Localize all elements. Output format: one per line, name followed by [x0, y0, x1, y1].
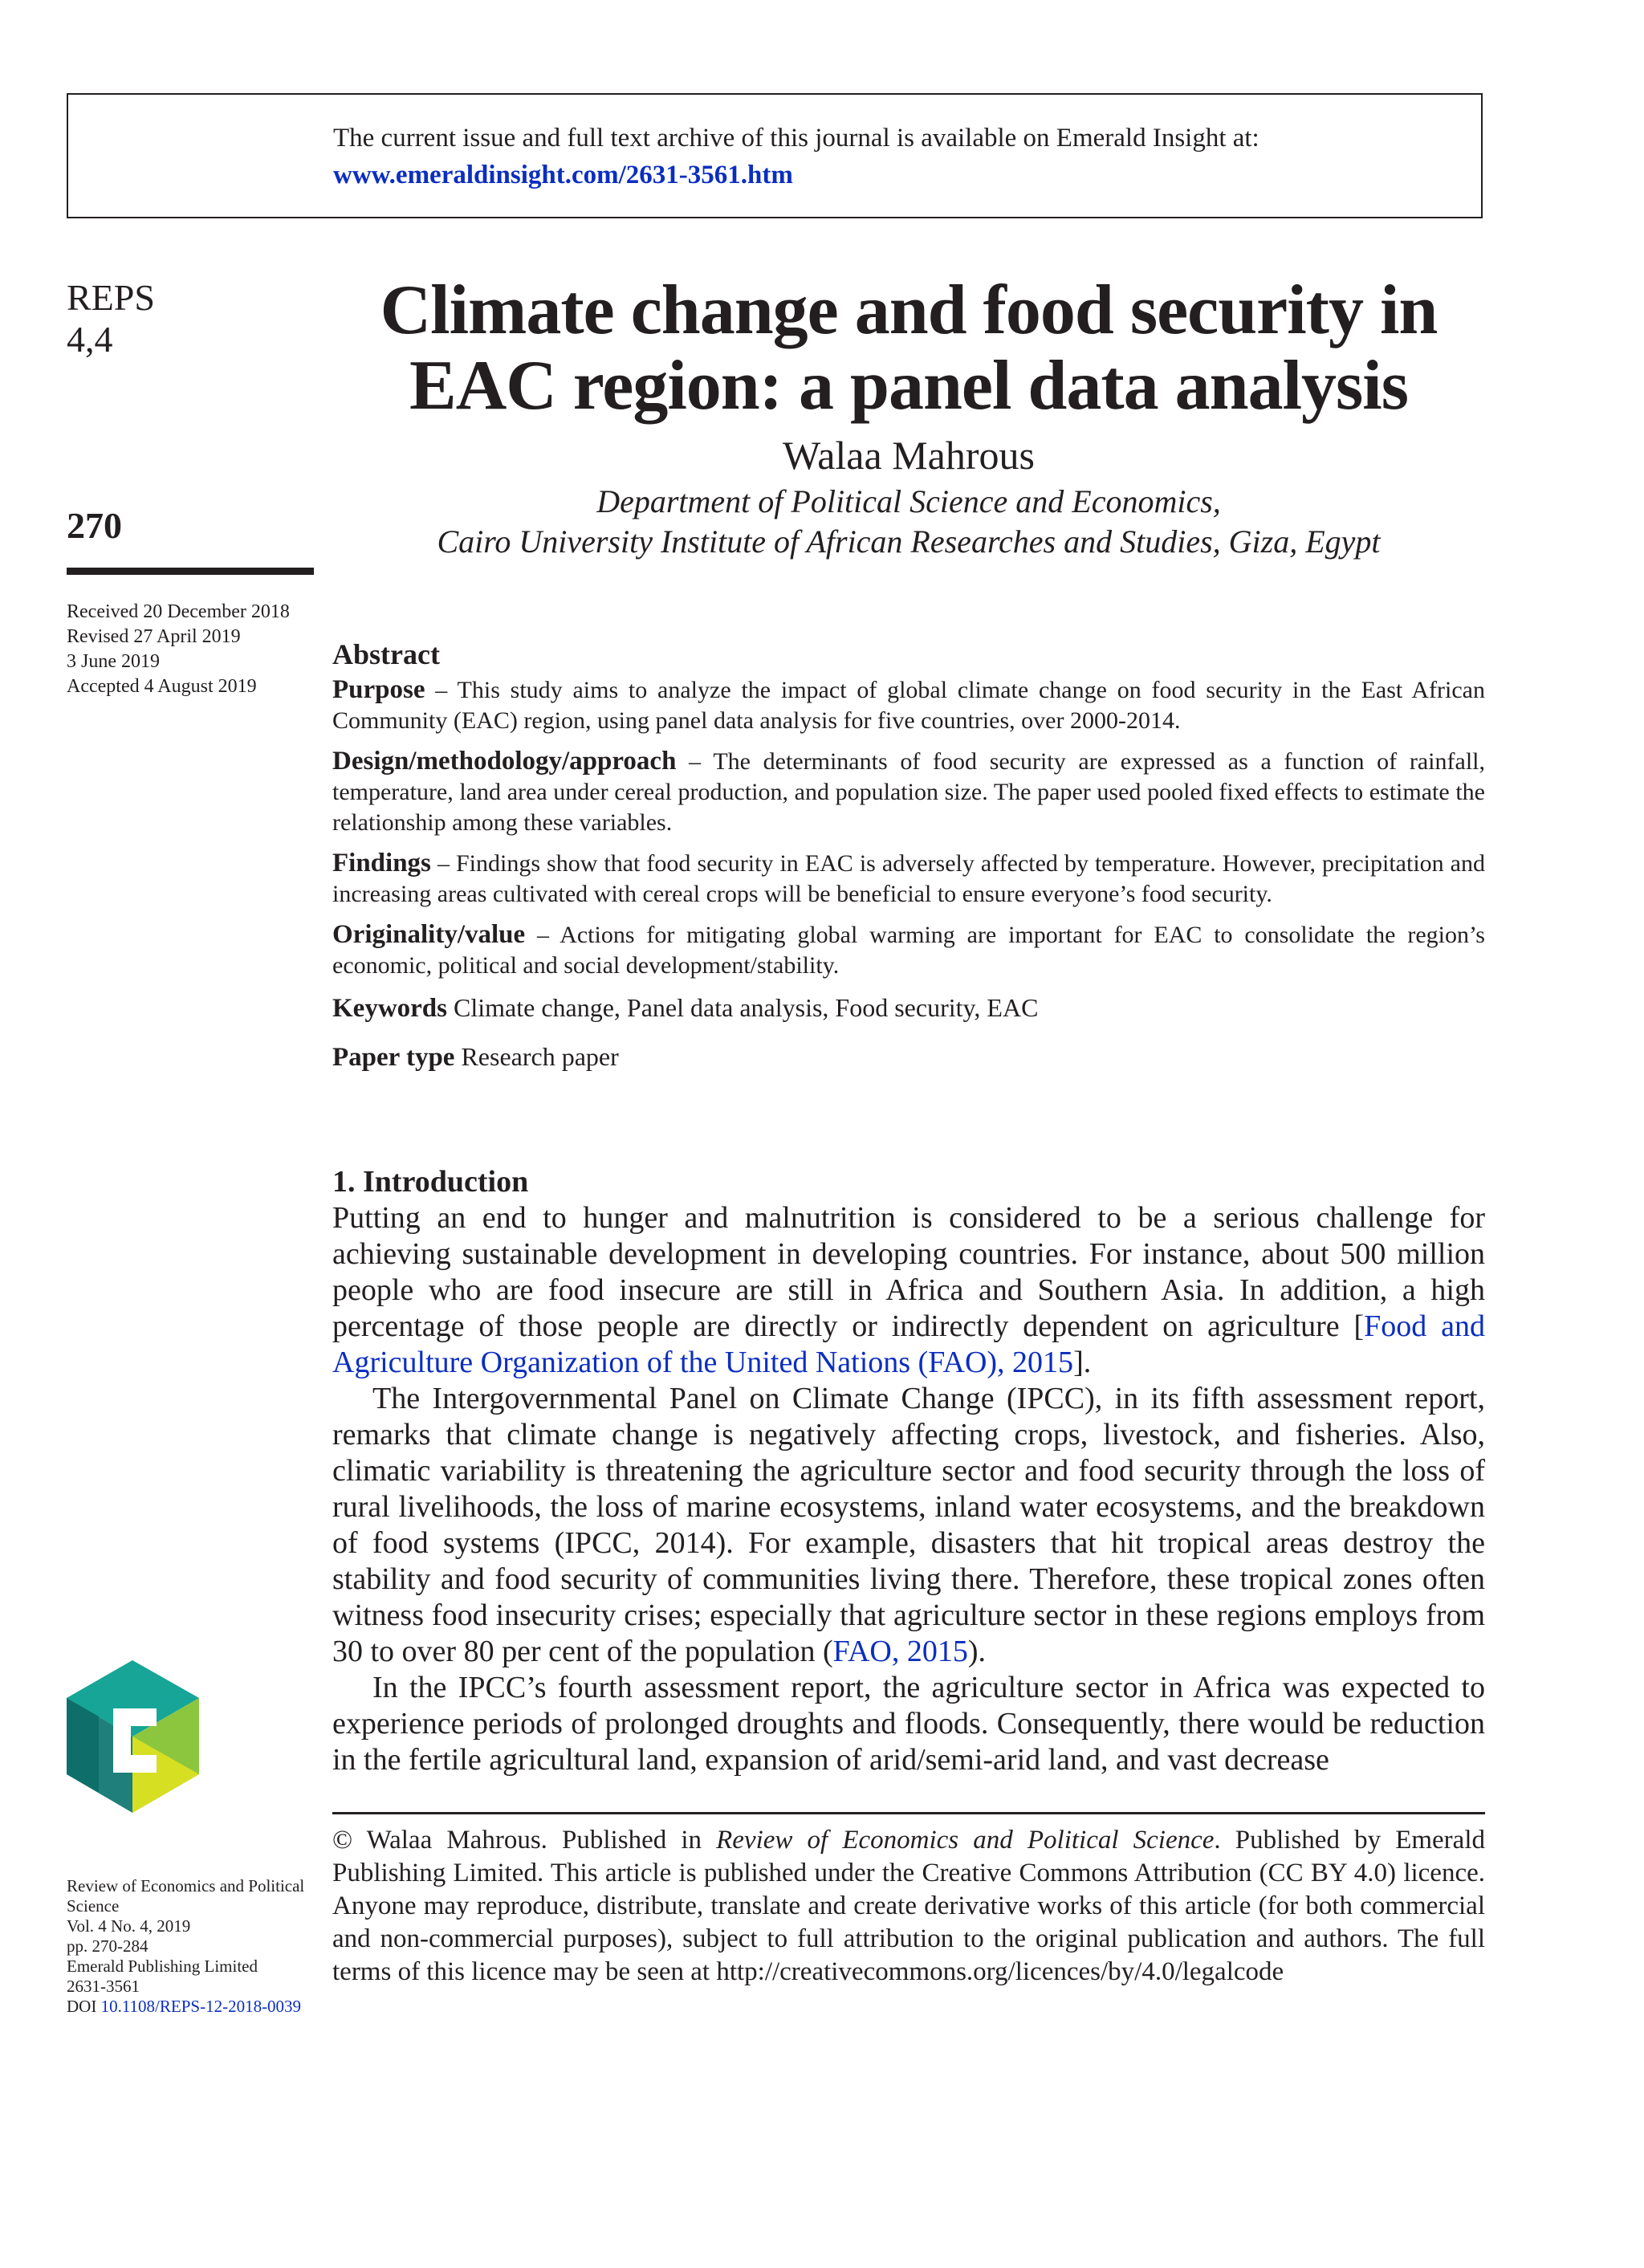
affiliation-line2: Cairo University Institute of African Researches and Studies, Giza, Egypt: [437, 523, 1381, 560]
copyright-notice: [332, 1824, 1485, 1989]
purpose-label: Purpose: [332, 675, 425, 704]
abstract-heading: Abstract: [332, 638, 440, 670]
intro-paragraph-2: [332, 1381, 1485, 1670]
accepted-date: Accepted 4 August 2019: [67, 676, 257, 697]
author-name: Walaa Mahrous: [783, 433, 1035, 478]
fao-2015-citation-link[interactable]: Food and Agriculture Organization of the United Nations (FAO), 2015: [332, 1309, 1486, 1379]
page-number-rule: [67, 568, 314, 575]
intro-p1-end: ].: [1073, 1346, 1092, 1379]
findings-text: – Findings show that food security in EAC is adversely affected by temperature. However, precipitation and increasing areas cultivated with cereal crops will be beneficial to ensure everyone’s food security.: [332, 850, 1485, 907]
intro-p1-text: Putting an end to hunger and malnutrition is considered to be a serious challenge for achieving sustainable development in developing countries. For instance, about 500 million people who are food insecure are still in Africa and Southern Asia. In addition, a high percentage of those people are directly or indirectly dependent on agriculture [: [332, 1201, 1485, 1343]
copyright-text-a: © Walaa Mahrous. Published in: [332, 1826, 717, 1855]
abstract-purpose: [332, 674, 1485, 736]
keywords-label: Keywords: [332, 994, 447, 1023]
journal-code: [67, 277, 155, 360]
intro-paragraph-1: [332, 1200, 1485, 1381]
received-date: Received 20 December 2018: [67, 601, 290, 622]
availability-text: The current issue and full text archive of this journal is available on Emerald Insight at:: [333, 124, 1259, 153]
originality-text: – Actions for mitigating global warming are important for EAC to consolidate the region’s economic, political and social development/stability.: [332, 922, 1485, 979]
originality-label: Originality/value: [332, 920, 526, 949]
findings-label: Findings: [332, 849, 431, 877]
publisher: Emerald Publishing Limited: [67, 1957, 258, 1976]
issn: 2631-3561: [67, 1977, 140, 1996]
intro-paragraph-3: In the IPCC’s fourth assessment report, the agriculture sector in Africa was expected to experience periods of prolonged droughts and floods. Consequently, there would be reduction in the fertile agricultural land, expansion of arid/semi-arid land, and vast decrease: [332, 1671, 1485, 1777]
author-affiliation: [332, 482, 1485, 562]
design-text: – The determinants of food security are expressed as a function of rainfall, temperature, land area under cereal production, and population size. The paper used pooled fixed effects to estimate the relationship among these variables.: [332, 748, 1485, 836]
paper-type-text: Research paper: [454, 1042, 619, 1071]
copyright-journal-name: Review of Economics and Political Science: [716, 1826, 1215, 1855]
doi-label: DOI: [67, 1997, 97, 2016]
intro-p2-text: The Intergovernmental Panel on Climate Change (IPCC), in its fifth assessment report, remarks that climate change is negatively affecting crops, livestock, and fisheries. Also, climatic variability is threatening the agriculture sector and food security through the loss of rural livelihoods, the loss of marine ecosystems, inland water ecosystems, and the breakdown of food systems (IPCC, 2014). For example, disasters that hit tropical areas destroy the stability and food security of communities living there. Therefore, these tropical zones often witness food insecurity crises; especially that agriculture sector in these regions employs from 30 to over 80 per cent of the population (: [332, 1382, 1485, 1668]
introduction-section: [332, 1164, 1485, 1778]
design-label: Design/methodology/approach: [332, 747, 677, 776]
intro-p2-end: ).: [967, 1635, 987, 1668]
page-range: pp. 270-284: [67, 1936, 149, 1956]
abstract-design: [332, 746, 1485, 838]
abstract-findings: [332, 848, 1485, 910]
abstract-originality: [332, 919, 1485, 981]
page-number: 270: [67, 505, 122, 546]
paper-type-label: Paper type: [332, 1043, 455, 1072]
purpose-text: – This study aims to analyze the impact of global climate change on food security in the East African Community (EAC) region, using panel data analysis for five countries, over 2000-2014.: [332, 677, 1485, 734]
copyright-text-b: . Published by Emerald Publishing Limited. This article is published under the Creative Commons Attribution (CC BY 4.0) licence. Anyone may reproduce, distribute, translate and create derivative works of this article (for both commercial and non-commercial purposes), subject to full attribution to the original publication and authors. The full terms of this licence may be seen at http://creativecommons.org/licences/by/4.0/legalcode: [332, 1826, 1485, 1986]
journal-url-link[interactable]: www.emeraldinsight.com/2631-3561.htm: [333, 161, 793, 189]
introduction-heading: 1. Introduction: [332, 1165, 529, 1199]
journal-name-line2: Science: [67, 1896, 120, 1916]
abstract-section: [332, 639, 1485, 1082]
footnote-rule: [332, 1812, 1485, 1814]
journal-info: [67, 1876, 324, 2017]
article-title: [332, 273, 1485, 424]
keywords-text: Climate change, Panel data analysis, Food security, EAC: [454, 993, 1039, 1022]
journal-name-line1: Review of Economics and Political: [67, 1876, 305, 1895]
doi-link[interactable]: 10.1108/REPS-12-2018-0039: [100, 1997, 302, 2016]
keywords: [332, 992, 1485, 1024]
revised-date: Revised 27 April 2019: [67, 626, 241, 647]
journal-volume-issue: 4,4: [67, 319, 113, 360]
journal-availability-box: [67, 93, 1483, 218]
article-dates: [67, 600, 290, 699]
fao-2015-short-citation-link[interactable]: FAO, 2015: [832, 1635, 968, 1668]
paper-type: [332, 1041, 1485, 1073]
revised-date-2: 3 June 2019: [67, 651, 160, 672]
title-line2: EAC region: a panel data analysis: [409, 347, 1408, 425]
emerald-logo-icon: [67, 1660, 199, 1813]
affiliation-line1: Department of Political Science and Economics,: [596, 483, 1221, 519]
journal-abbrev: REPS: [67, 277, 155, 318]
volume-number: Vol. 4 No. 4, 2019: [67, 1916, 191, 1936]
doi-line: [67, 1997, 324, 2017]
title-line1: Climate change and food security in: [380, 271, 1438, 349]
